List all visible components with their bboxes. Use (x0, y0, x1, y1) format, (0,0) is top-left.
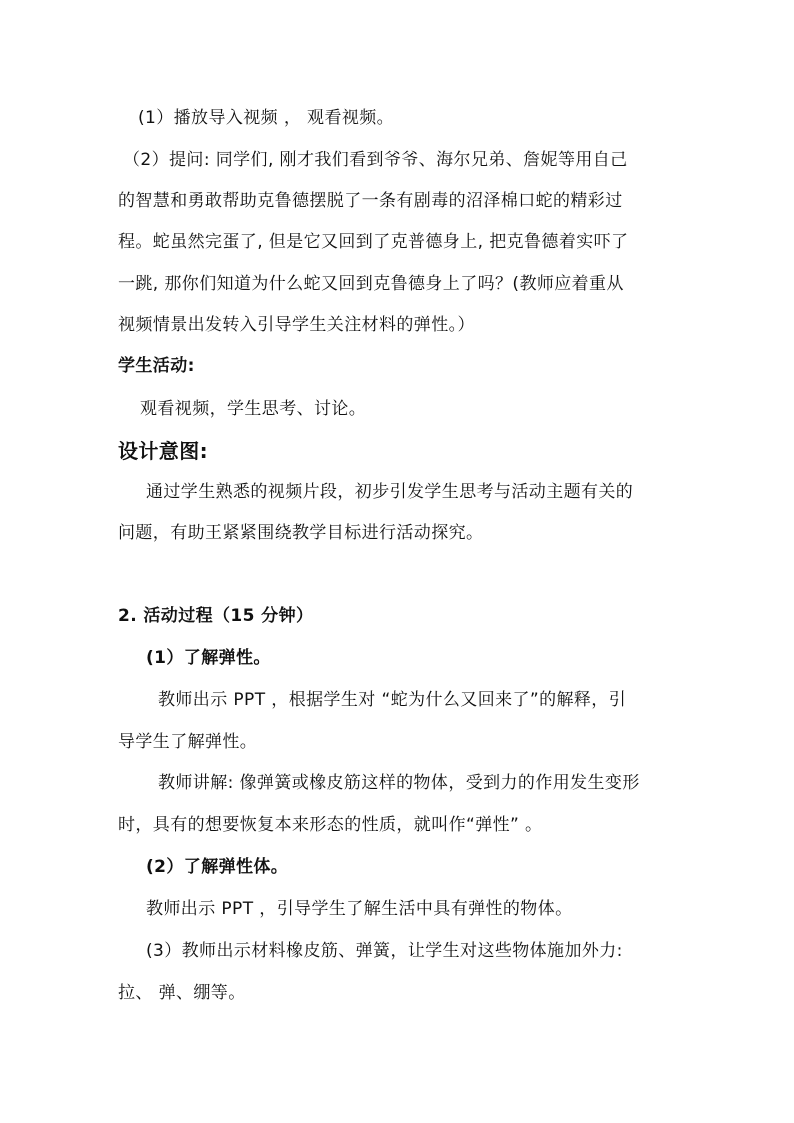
design-intent-heading: 设计意图: (118, 439, 208, 463)
section-2-heading: 2. 活动过程（15 分钟） (118, 606, 314, 626)
explanation-line-1: 教师讲解: 像弹簧或橡皮筋这样的物体，受到力的作用发生变形 (158, 773, 640, 793)
question-line-5: 视频情景出发转入引导学生关注材料的弹性。） (118, 315, 475, 335)
design-intent-line-1: 通过学生熟悉的视频片段，初步引发学生思考与活动主题有关的 (146, 482, 634, 502)
design-intent-line-2: 问题，有助王紧紧围绕教学目标进行活动探究。 (118, 523, 484, 543)
subsection-1-line-1: 教师出示 PPT ，根据学生对 “蛇为什么又回来了”的解释，引 (158, 690, 627, 710)
question-line-1: （2）提问: 同学们, 刚才我们看到爷爷、海尔兄弟、詹妮等用自己 (123, 150, 628, 170)
student-activity-text: 观看视频，学生思考、讨论。 (140, 399, 367, 419)
question-line-4: 一跳, 那你们知道为什么蛇又回到克鲁德身上了吗？(教师应着重从 (118, 274, 624, 294)
subsection-1-heading: (1）了解弹性。 (146, 648, 271, 668)
subsection-1-line-2: 导学生了解弹性。 (118, 732, 258, 752)
student-activity-heading: 学生活动: (118, 356, 195, 376)
explanation-line-2: 时，具有的想要恢复本来形态的性质，就叫作“弹性” 。 (118, 815, 543, 835)
subsection-2-heading: (2）了解弹性体。 (146, 857, 289, 877)
subsection-3-line-2: 拉、 弹、绷等。 (118, 983, 246, 1003)
question-line-2: 的智慧和勇敢帮助克鲁德摆脱了一条有剧毒的沼泽棉口蛇的精彩过 (118, 191, 623, 211)
question-line-3: 程。蛇虽然完蛋了, 但是它又回到了克普德身上, 把克鲁德着实吓了 (118, 232, 629, 252)
subsection-2-text: 教师出示 PPT ，引导学生了解生活中具有弹性的物体。 (146, 899, 573, 919)
subsection-3-line-1: (3）教师出示材料橡皮筋、弹簧，让学生对这些物体施加外力: (146, 941, 623, 961)
step-1-text: (1）播放导入视频 ， 观看视频。 (138, 108, 395, 128)
